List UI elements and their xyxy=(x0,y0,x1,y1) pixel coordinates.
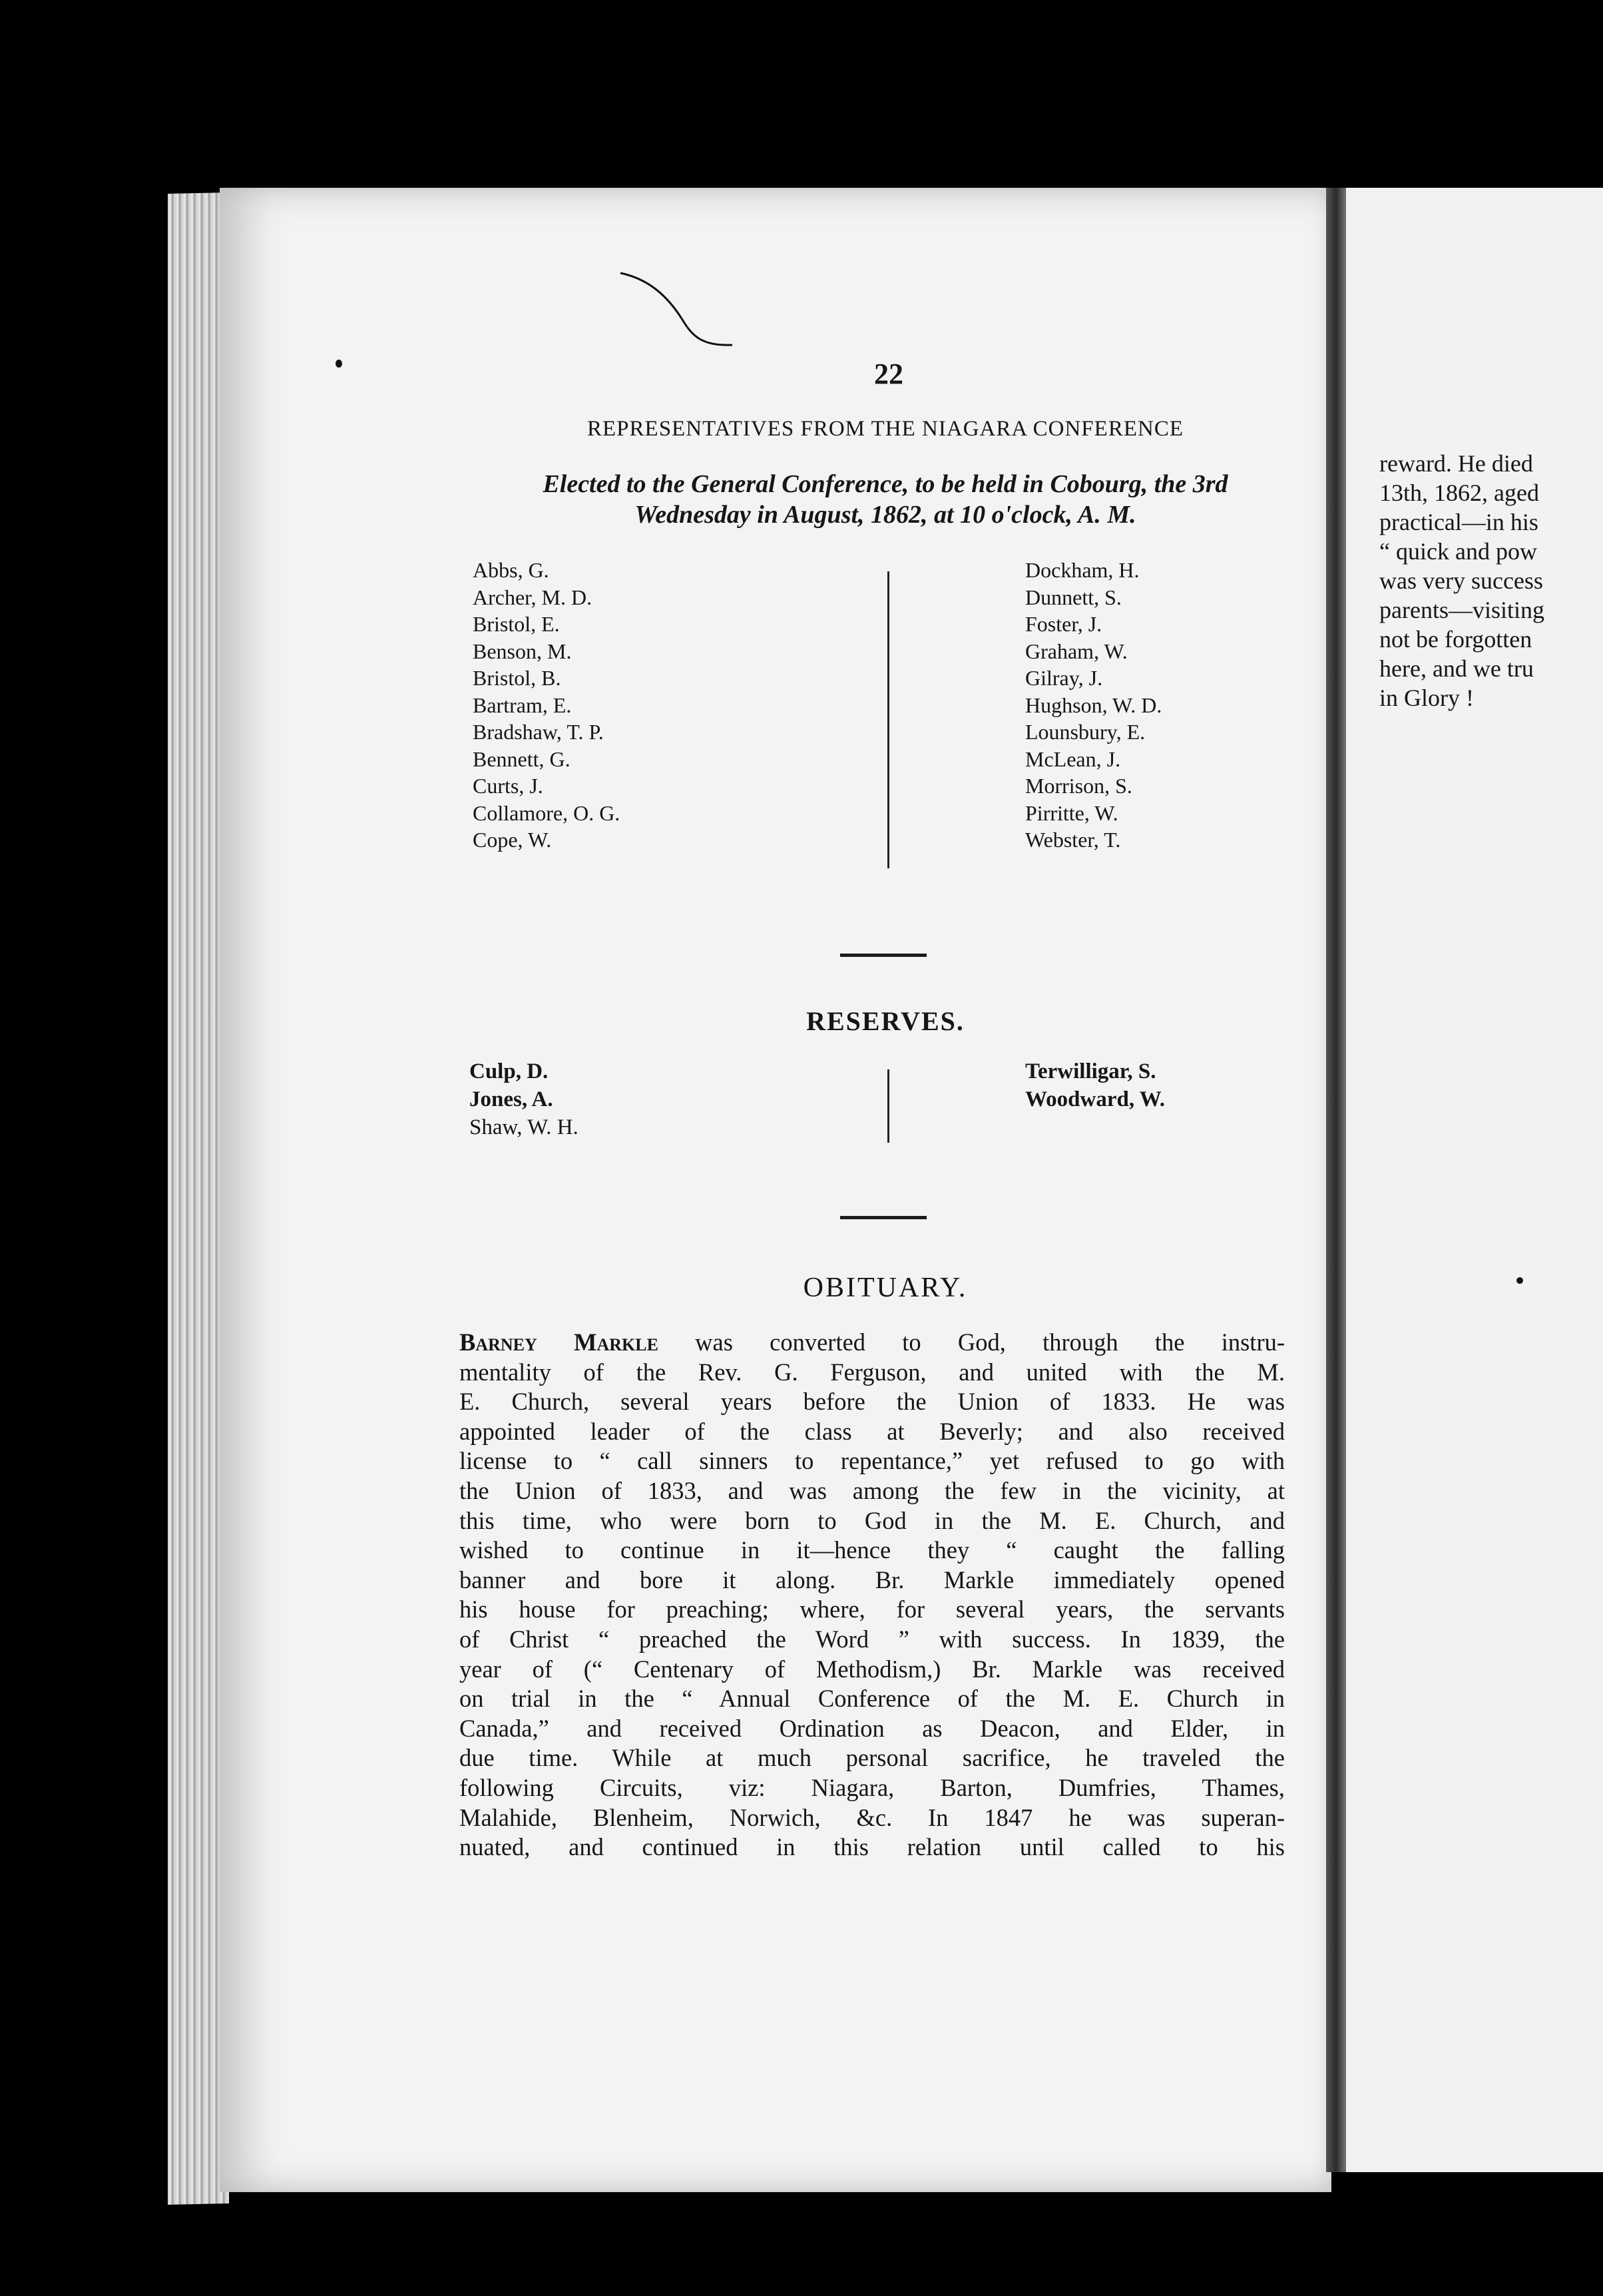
obituary-line: his house for preaching; where, for several years, the servants xyxy=(459,1595,1285,1623)
facing-page-line: 13th, 1862, aged xyxy=(1379,479,1539,506)
speck xyxy=(336,360,342,368)
facing-page-line: “ quick and pow xyxy=(1379,538,1537,565)
reserves-right-column xyxy=(1025,1057,1165,1113)
obituary-line: license to “ call sinners to repentance,” yet refused to go with xyxy=(459,1447,1285,1475)
obituary-line: Barney Markle was converted to God, through the instru- xyxy=(459,1328,1285,1356)
obituary-line: nuated, and continued in this relation until called to his xyxy=(459,1833,1285,1861)
representatives-right-column xyxy=(1025,557,1162,854)
page-number: 22 xyxy=(874,358,903,390)
obituary-line: this time, who were born to God in the M. E. Church, and xyxy=(459,1506,1285,1534)
obituary-line: on trial in the “ Annual Conference of the M. E. Church in xyxy=(459,1685,1285,1713)
obituary-line: following Circuits, viz: Niagara, Barton, Dumfries, Thames, xyxy=(459,1773,1285,1801)
reserve-name: Culp, D. xyxy=(469,1059,549,1083)
representative-name: Bennett, G. xyxy=(473,746,571,771)
representative-name: Collamore, O. G. xyxy=(473,800,620,825)
page-heading: REPRESENTATIVES FROM THE NIAGARA CONFERENCE xyxy=(587,417,1184,441)
facing-page-line: not be forgotten xyxy=(1379,626,1532,653)
obituary-line: year of (“ Centenary of Methodism,) Br. Markle was received xyxy=(459,1655,1285,1683)
obituary-line: the Union of 1833, and was among the few in the vicinity, at xyxy=(459,1476,1285,1504)
section-divider xyxy=(840,954,927,957)
facing-page-line: here, and we tru xyxy=(1379,655,1534,682)
representative-name: Gilray, J. xyxy=(1025,666,1103,690)
representative-name: Cope, W. xyxy=(473,828,552,852)
subheading-line-2: Wednesday in August, 1862, at 10 o'clock, A. M. xyxy=(634,501,1136,529)
facing-page-line: was very success xyxy=(1379,567,1543,594)
reserves-heading: RESERVES. xyxy=(806,1006,965,1036)
reserve-name: Woodward, W. xyxy=(1025,1087,1165,1111)
representative-name: Bradshaw, T. P. xyxy=(473,720,604,744)
representative-name: Hughson, W. D. xyxy=(1025,693,1162,717)
representative-name: Webster, T. xyxy=(1025,828,1121,852)
representative-name: Dunnett, S. xyxy=(1025,585,1122,609)
column-divider xyxy=(887,571,889,868)
obituary-line: Malahide, Blenheim, Norwich, &c. In 1847 he was superan- xyxy=(459,1803,1285,1831)
obituary-line: mentality of the Rev. G. Ferguson, and united with the M. xyxy=(459,1358,1285,1386)
facing-page-text xyxy=(1379,449,1603,713)
obituary-line: of Christ “ preached the Word ” with success. In 1839, the xyxy=(459,1625,1285,1653)
representative-name: Benson, M. xyxy=(473,639,572,663)
speck xyxy=(1516,1277,1523,1284)
obituary-body xyxy=(459,1328,1285,1863)
representative-name: Bristol, B. xyxy=(473,666,561,690)
obituary-line: E. Church, several years before the Union of 1833. He was xyxy=(459,1388,1285,1416)
representative-name: McLean, J. xyxy=(1025,746,1121,771)
subheading-line-1: Elected to the General Conference, to be held in Cobourg, the 3rd xyxy=(543,470,1228,498)
column-divider xyxy=(887,1069,889,1143)
representative-name: Curts, J. xyxy=(473,774,543,798)
section-divider xyxy=(840,1216,927,1219)
representative-name: Pirritte, W. xyxy=(1025,800,1118,825)
facing-page-line: reward. He died xyxy=(1379,450,1533,477)
facing-page-line: in Glory ! xyxy=(1379,685,1474,711)
representative-name: Abbs, G. xyxy=(473,558,549,582)
pencil-mark xyxy=(619,266,739,360)
representative-name: Dockham, H. xyxy=(1025,558,1140,582)
reserves-left-column xyxy=(469,1057,578,1141)
reserve-name: Jones, A. xyxy=(469,1087,553,1111)
representative-name: Morrison, S. xyxy=(1025,774,1132,798)
facing-page-line: practical—in his xyxy=(1379,509,1538,535)
representative-name: Foster, J. xyxy=(1025,612,1102,636)
obituary-line: due time. While at much personal sacrifice, he traveled the xyxy=(459,1744,1285,1772)
obituary-line: wished to continue in it—hence they “ caught the falling xyxy=(459,1536,1285,1564)
election-subheading xyxy=(466,469,1305,530)
facing-page-line: parents—visiting xyxy=(1379,597,1544,623)
representative-name: Graham, W. xyxy=(1025,639,1128,663)
obituary-subject-name: Barney Markle xyxy=(459,1328,658,1356)
representative-name: Lounsbury, E. xyxy=(1025,720,1146,744)
obituary-line: appointed leader of the class at Beverly; and also received xyxy=(459,1417,1285,1445)
reserve-name: Terwilligar, S. xyxy=(1025,1059,1156,1083)
reserve-name: Shaw, W. H. xyxy=(469,1115,578,1139)
book-gutter xyxy=(1326,188,1346,2172)
representative-name: Archer, M. D. xyxy=(473,585,592,609)
representative-name: Bristol, E. xyxy=(473,612,560,636)
representative-name: Bartram, E. xyxy=(473,693,572,717)
obituary-line: banner and bore it along. Br. Markle immediately opened xyxy=(459,1566,1285,1593)
representatives-left-column xyxy=(473,557,620,854)
obituary-line: Canada,” and received Ordination as Deacon, and Elder, in xyxy=(459,1714,1285,1742)
obituary-heading: OBITUARY. xyxy=(803,1273,968,1303)
